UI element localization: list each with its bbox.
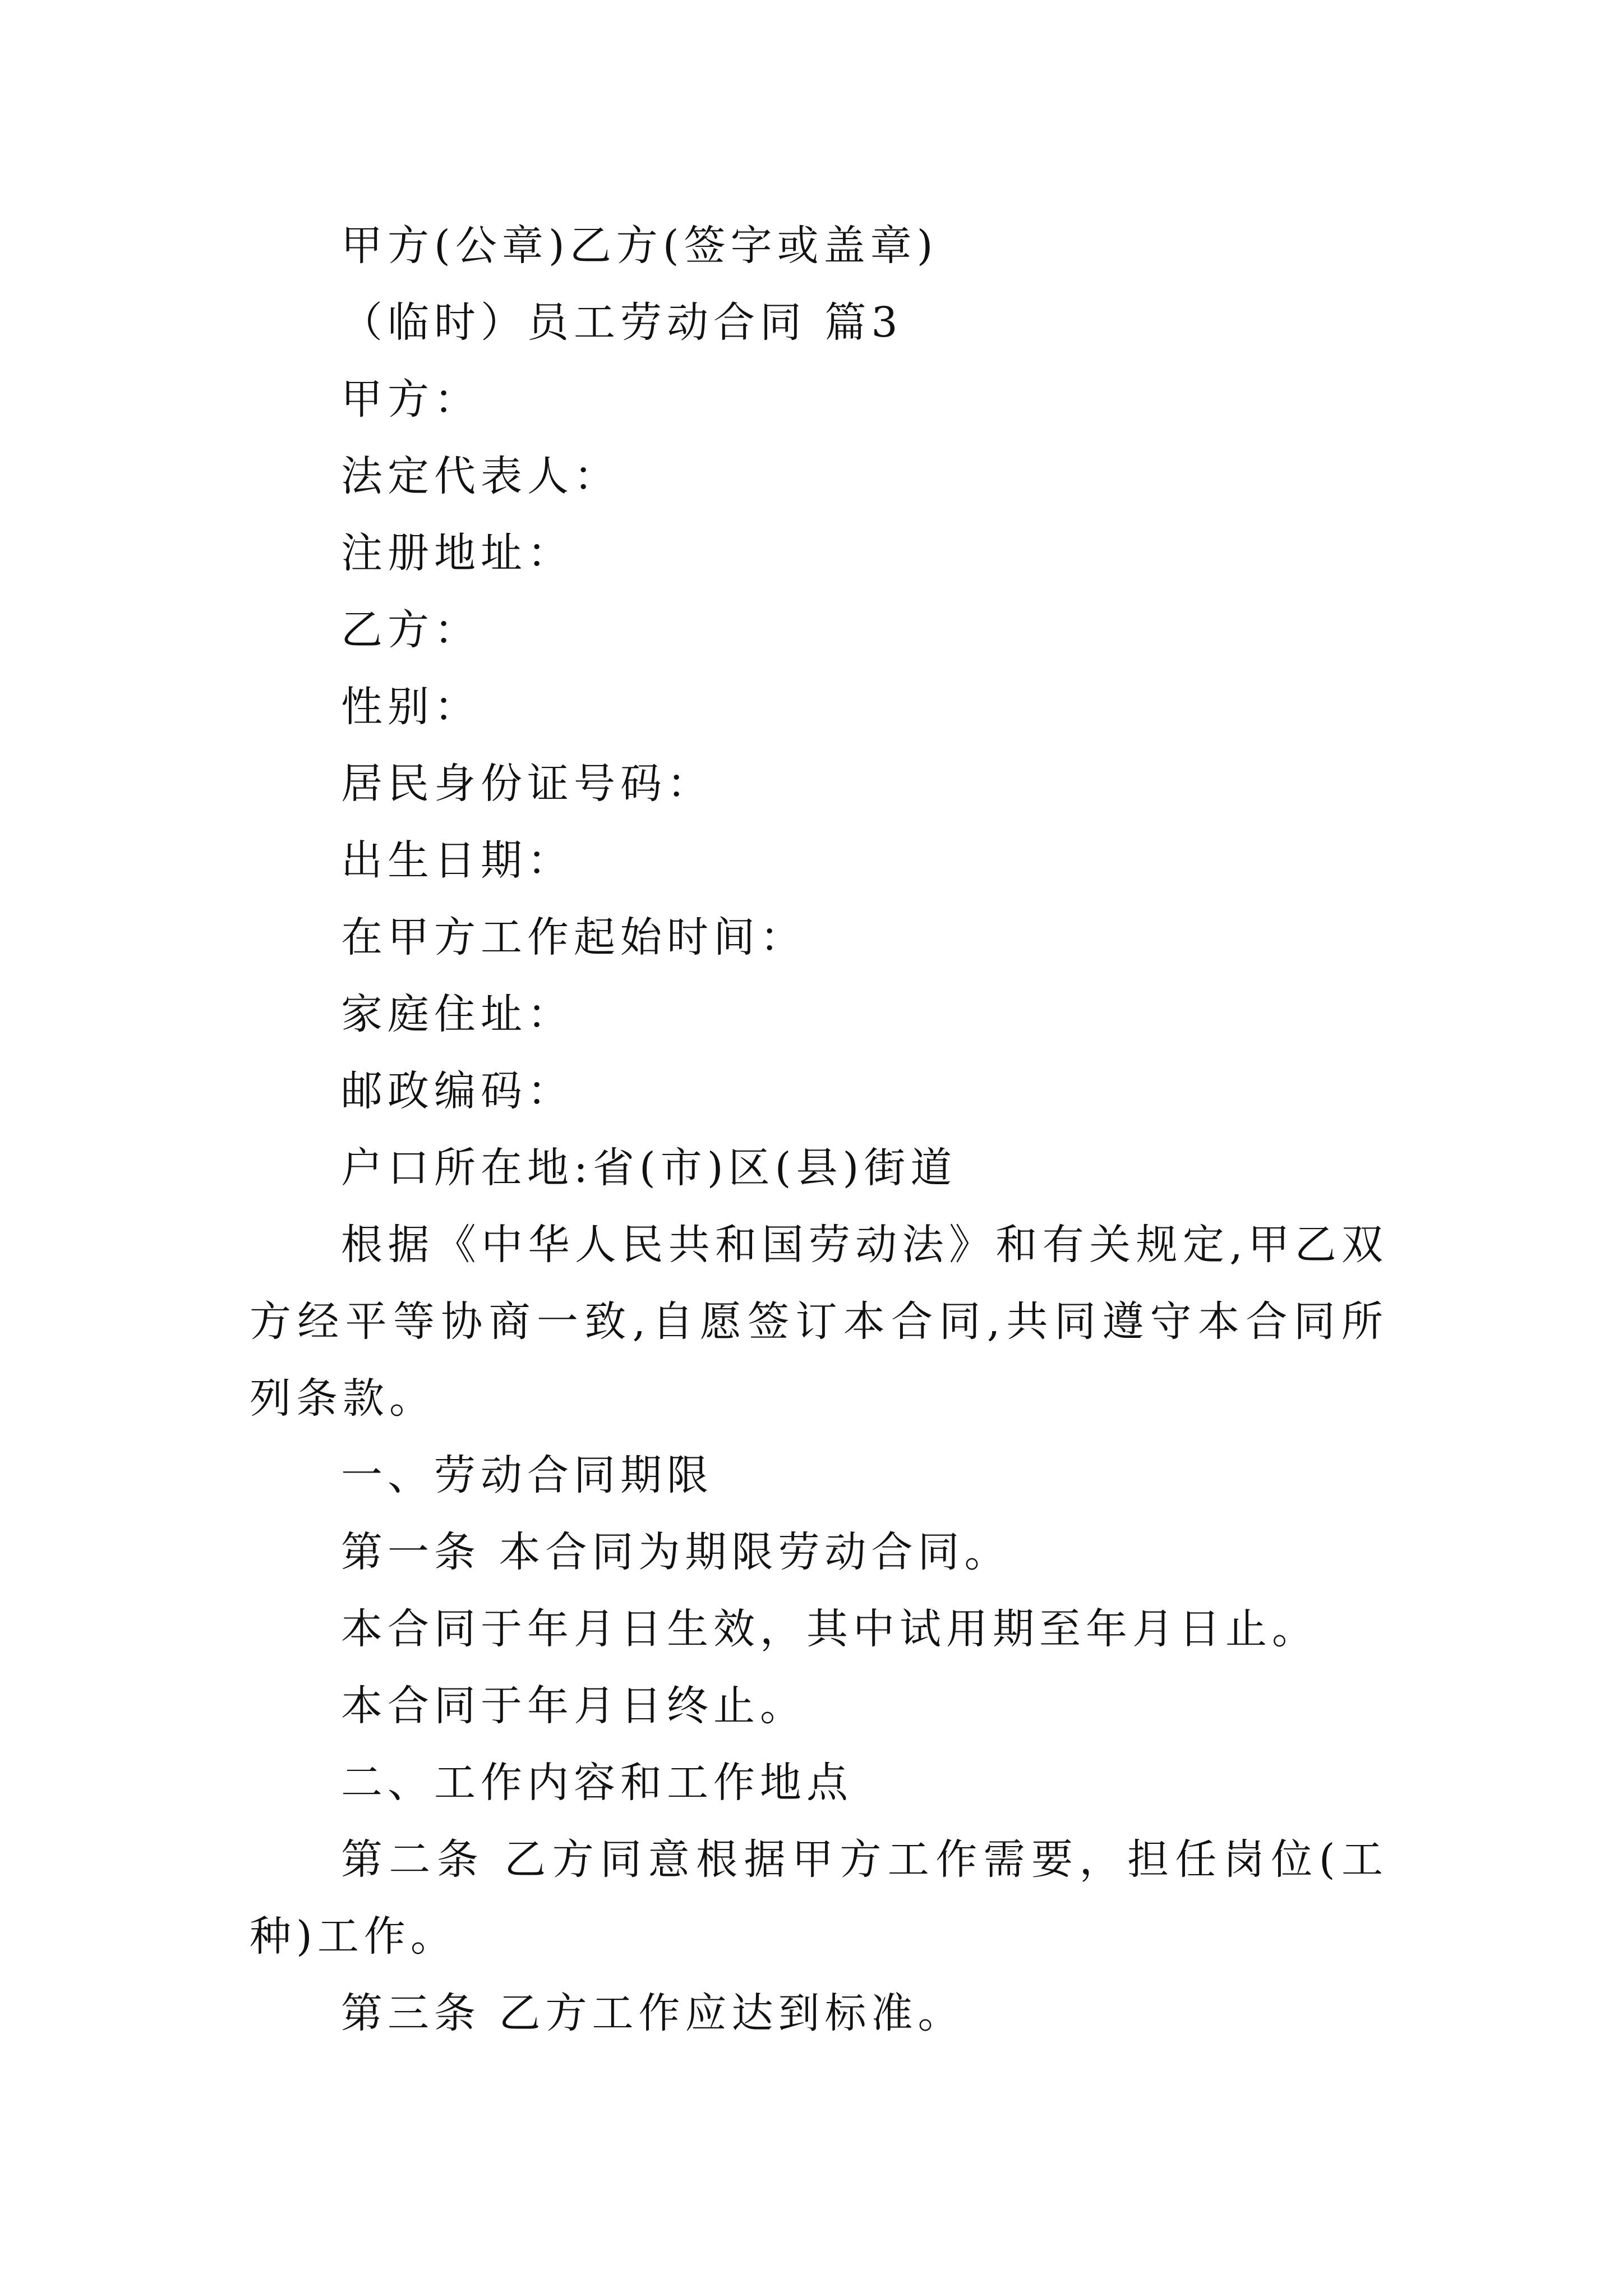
article-2: 第二条 乙方同意根据甲方工作需要，担任岗位(工种)工作。 xyxy=(250,1835,1388,1961)
termination-clause: 本合同于年月日终止。 xyxy=(341,1682,806,1730)
household-registration-field: 户口所在地:省(市)区(县)街道 xyxy=(341,1144,957,1192)
gender-field: 性别： xyxy=(341,683,481,731)
postal-code-field: 邮政编码： xyxy=(341,1067,574,1115)
home-address-field: 家庭住址： xyxy=(341,990,574,1038)
legal-representative-field: 法定代表人： xyxy=(341,452,620,500)
birth-date-field: 出生日期： xyxy=(341,836,574,885)
article-1: 第一条 本合同为期限劳动合同。 xyxy=(341,1528,1011,1576)
document-body xyxy=(250,208,1388,2052)
party-a-field: 甲方： xyxy=(341,375,481,424)
registered-address-field: 注册地址： xyxy=(341,529,574,577)
contract-title: （临时）员工劳动合同 篇3 xyxy=(341,298,903,347)
party-b-field: 乙方： xyxy=(341,606,481,654)
article-3: 第三条 乙方工作应达到标准。 xyxy=(341,1989,965,2037)
id-number-field: 居民身份证号码： xyxy=(341,760,713,808)
section-heading-contract-term: 一、劳动合同期限 xyxy=(341,1451,713,1499)
start-date-field: 在甲方工作起始时间： xyxy=(341,913,806,961)
section-heading-work-content: 二、工作内容和工作地点 xyxy=(341,1759,853,1807)
signature-line: 甲方(公章)乙方(签字或盖章) xyxy=(341,222,938,270)
intro-paragraph: 根据《中华人民共和国劳动法》和有关规定,甲乙双方经平等协商一致,自愿签订本合同,共同遵守本合同所列条款。 xyxy=(250,1221,1388,1423)
effective-date-clause: 本合同于年月日生效，其中试用期至年月日止。 xyxy=(341,1605,1318,1653)
